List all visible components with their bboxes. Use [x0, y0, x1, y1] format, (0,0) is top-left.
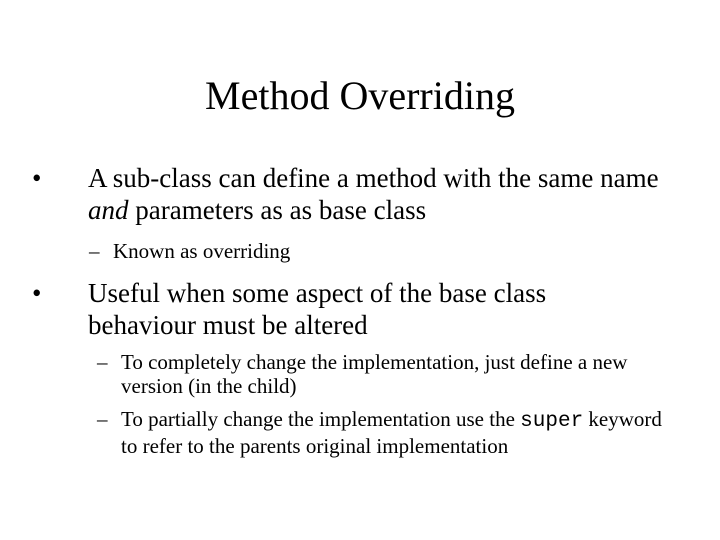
sub-bullet-text: Known as overriding — [113, 239, 291, 263]
sub-bullet-2-2 — [97, 407, 677, 458]
sub-bullet-1-1 — [89, 239, 290, 263]
sub-bullet-text: To completely change the implementation, just define a new version (in the child) — [121, 350, 628, 398]
bullet-marker: • — [32, 278, 42, 308]
bullet-2 — [32, 277, 648, 341]
bullet-marker: • — [32, 163, 42, 193]
bullet-text: parameters as as base class — [128, 195, 427, 225]
dash-marker: – — [97, 407, 108, 431]
bullet-emphasis: and — [88, 195, 129, 225]
dash-marker: – — [89, 239, 100, 263]
slide-title: Method Overriding — [205, 73, 515, 118]
dash-marker: – — [97, 350, 108, 374]
sub-bullet-text: keyword to refer to the parents original implementation — [121, 407, 662, 458]
code-keyword: super — [520, 410, 584, 433]
bullet-text: A sub-class can define a method with the same name — [88, 163, 659, 193]
bullet-text: Useful when some aspect of the base class behaviour must be altered — [88, 278, 547, 340]
sub-bullet-text: To partially change the implementation use the — [121, 407, 521, 431]
sub-bullet-2-1 — [97, 350, 677, 398]
bullet-1 — [32, 162, 688, 226]
